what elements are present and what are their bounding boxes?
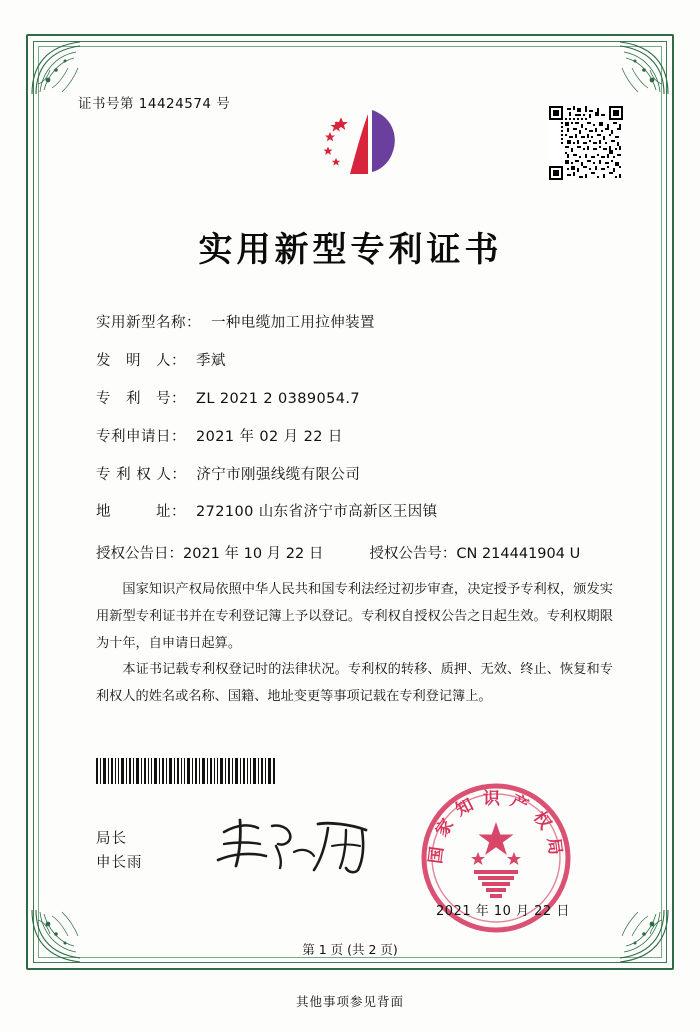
svg-text:国家知识产权局: 国家知识产权局 bbox=[425, 789, 567, 865]
director-title: 局长 bbox=[96, 831, 127, 847]
paragraph-2: 本证书记载专利权登记时的法律状况。专利权的转移、质押、无效、终止、恢复和专利权人的姓名或名称、国籍、地址变更等事项记载在专利登记簿上。 bbox=[96, 662, 613, 704]
certificate-number: 证书号第 14424574 号 bbox=[78, 96, 231, 112]
field-label: 地 址： bbox=[96, 504, 186, 521]
field-value: 季斌 bbox=[196, 352, 226, 369]
field-application-date bbox=[96, 429, 623, 446]
corner-ornament-bottom-right bbox=[598, 906, 672, 968]
barcode-icon bbox=[96, 758, 276, 784]
field-patent-number bbox=[96, 391, 623, 408]
grant-number-label: 授权公告号： bbox=[369, 546, 457, 563]
field-value: ZL 2021 2 0389054.7 bbox=[196, 390, 360, 407]
handwritten-signature bbox=[210, 812, 390, 878]
grant-date-value: 2021 年 10 月 22 日 bbox=[183, 546, 324, 563]
page-title: 实用新型专利证书 bbox=[198, 230, 503, 270]
qr-code-icon bbox=[549, 106, 623, 180]
director-signature-block bbox=[96, 828, 143, 876]
certificate-content bbox=[78, 92, 623, 711]
director-name: 申长雨 bbox=[96, 854, 143, 871]
field-value: 272100 山东省济宁市高新区王因镇 bbox=[196, 504, 438, 521]
field-value: 2021 年 02 月 22 日 bbox=[196, 428, 343, 445]
legal-text bbox=[78, 577, 623, 710]
cnipa-logo-icon bbox=[306, 104, 426, 192]
field-label: 专利申请日： bbox=[96, 428, 186, 445]
field-address bbox=[96, 504, 623, 521]
field-inventor bbox=[96, 353, 623, 370]
field-label: 实用新型名称： bbox=[96, 315, 201, 331]
corner-ornament-bottom-left bbox=[28, 906, 102, 968]
grant-date-label: 授权公告日： bbox=[96, 546, 183, 563]
corner-ornament-top-right bbox=[598, 36, 672, 98]
fields-list bbox=[78, 315, 623, 563]
field-value: 济宁市刚强线缆有限公司 bbox=[196, 466, 361, 483]
field-label: 专 利 号： bbox=[96, 390, 186, 407]
grant-number-value: CN 214441904 U bbox=[456, 546, 581, 563]
paragraph-1: 国家知识产权局依照中华人民共和国专利法经过初步审查，决定授予专利权，颁发实用新型专利证书并在专利登记簿上予以登记。专利权自授权公告之日起生效。专利权期限为十年，自申请日起算。 bbox=[96, 582, 613, 651]
corner-ornament-top-left bbox=[28, 36, 102, 98]
field-grant-row bbox=[96, 542, 623, 563]
field-label: 发 明 人： bbox=[96, 352, 186, 369]
field-patentee bbox=[96, 467, 623, 484]
field-value: 一种电缆加工用拉伸装置 bbox=[211, 315, 375, 331]
field-utility-model-name bbox=[96, 315, 623, 332]
seal-date: 2021 年 10 月 22 日 bbox=[436, 904, 570, 919]
page-number: 第 1 页 (共 2 页) bbox=[302, 942, 398, 957]
footer-note: 其他事项参见背面 bbox=[295, 994, 404, 1009]
field-label: 专 利 权 人： bbox=[96, 466, 187, 483]
